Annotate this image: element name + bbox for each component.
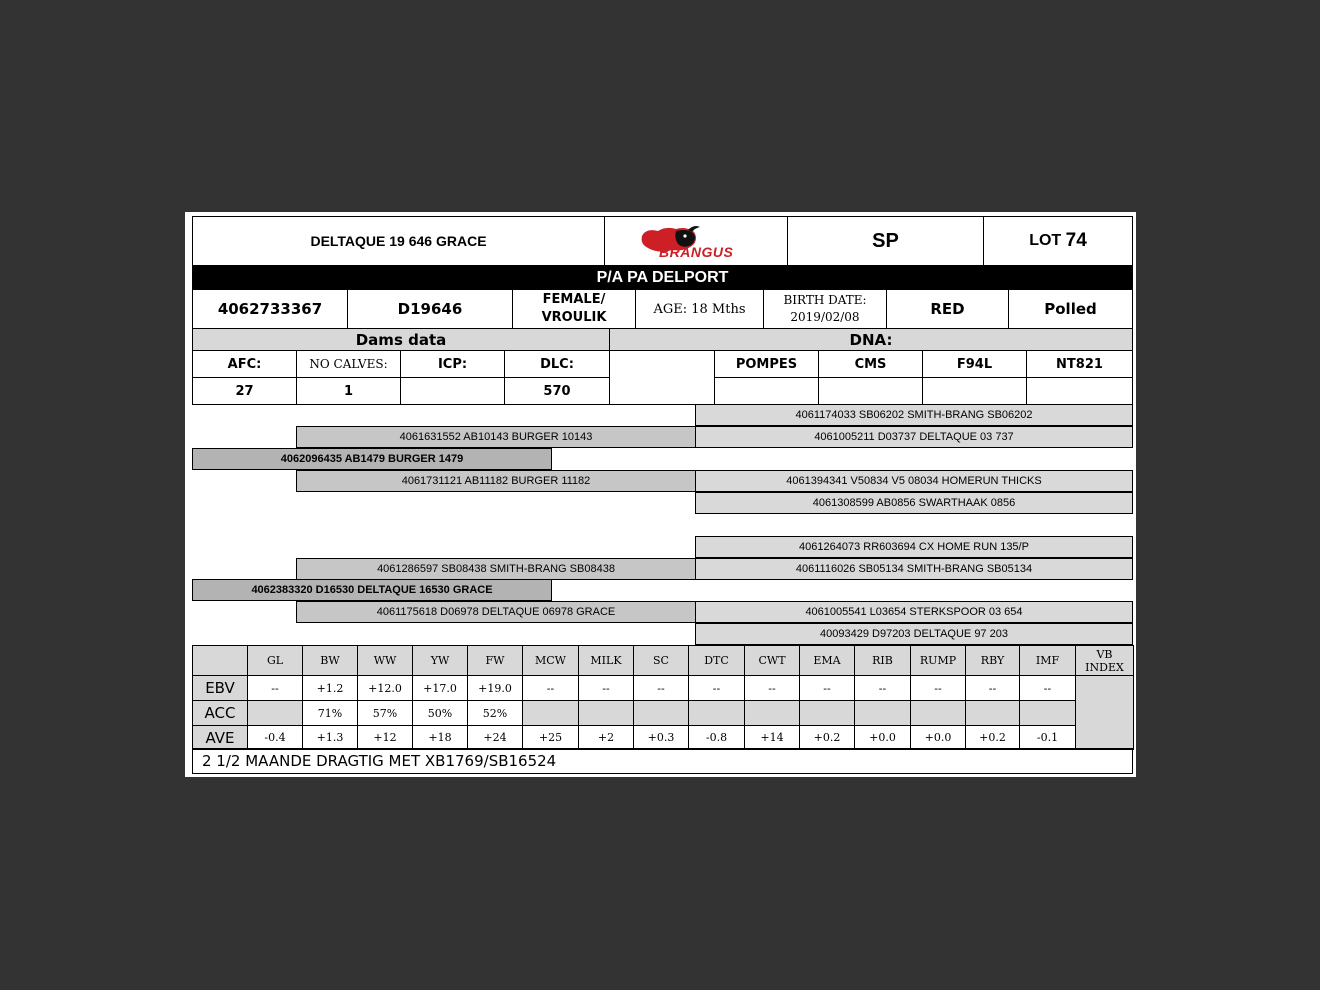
- ebv-ave-imf: -0.1: [1019, 725, 1076, 750]
- ebv-header-corner: [192, 645, 248, 676]
- sex-line2: VROULIK: [541, 310, 607, 325]
- ebv-acc-yw: 50%: [412, 700, 468, 726]
- ebv-ave-gl: -0.4: [247, 725, 303, 750]
- birth-value: 2019/02/08: [790, 310, 860, 324]
- vb-line1: VB: [1096, 647, 1113, 661]
- ebv-ave-ema: +0.2: [799, 725, 855, 750]
- animal-horn: Polled: [1008, 289, 1133, 329]
- dna-nt821-value: [1026, 377, 1133, 405]
- ebv-header-sc: SC: [633, 645, 689, 676]
- pedigree-ds: 4061286597 SB08438 SMITH-BRANG SB08438: [296, 558, 696, 580]
- ebv-ebv-cwt: --: [744, 675, 800, 701]
- ebv-header-fw: FW: [467, 645, 523, 676]
- ebv-header-yw: YW: [412, 645, 468, 676]
- icp-value: [400, 377, 505, 405]
- ebv-acc-rib: [854, 700, 911, 726]
- ebv-header-rib: RIB: [854, 645, 911, 676]
- ebv-header-milk: MILK: [578, 645, 634, 676]
- pedigree-sds: 4061394341 V50834 V5 08034 HOMERUN THICKS: [695, 470, 1133, 492]
- pedigree-dds: 4061005541 L03654 STERKSPOOR 03 654: [695, 601, 1133, 623]
- dna-blank: [609, 350, 715, 405]
- vb-index-header: [1075, 645, 1134, 676]
- pedigree-dam: 4062383320 D16530 DELTAQUE 16530 GRACE: [192, 579, 552, 601]
- ebv-header-dtc: DTC: [688, 645, 745, 676]
- dna-nt821-label: NT821: [1026, 350, 1133, 378]
- animal-sex: [512, 289, 636, 329]
- pedigree-ss: 4061631552 AB10143 BURGER 10143: [296, 426, 696, 448]
- ebv-acc-cwt: [744, 700, 800, 726]
- pedigree-ddd: 40093429 D97203 DELTAQUE 97 203: [695, 623, 1133, 645]
- ebv-header-bw: BW: [302, 645, 358, 676]
- ebv-acc-milk: [578, 700, 634, 726]
- ebv-acc-mcw: [522, 700, 579, 726]
- animal-id: 4062733367: [192, 289, 348, 329]
- afc-label: AFC:: [192, 350, 297, 378]
- ebv-header-imf: IMF: [1019, 645, 1076, 676]
- ebv-acc-fw: 52%: [467, 700, 523, 726]
- lot-number: 74: [1065, 230, 1087, 251]
- ebv-ave-fw: +24: [467, 725, 523, 750]
- ebv-acc-rump: [910, 700, 966, 726]
- ebv-ebv-mcw: --: [522, 675, 579, 701]
- ebv-header-ema: EMA: [799, 645, 855, 676]
- ebv-ebv-fw: +19.0: [467, 675, 523, 701]
- ebv-acc-gl: [247, 700, 303, 726]
- ebv-ebv-ema: --: [799, 675, 855, 701]
- pedigree-dss: 4061264073 RR603694 CX HOME RUN 135/P: [695, 536, 1133, 558]
- brangus-logo: [604, 216, 788, 266]
- ebv-ebv-bw: +1.2: [302, 675, 358, 701]
- animal-age: AGE: 18 Mths: [635, 289, 764, 329]
- pedigree-sss: 4061174033 SB06202 SMITH-BRANG SB06202: [695, 404, 1133, 426]
- ebv-ebv-sc: --: [633, 675, 689, 701]
- dna-pompes-value: [714, 377, 819, 405]
- dna-f94l-value: [922, 377, 1027, 405]
- ebv-acc-dtc: [688, 700, 745, 726]
- ebv-header-mcw: MCW: [522, 645, 579, 676]
- dna-title: DNA:: [609, 328, 1133, 351]
- ebv-ave-rump: +0.0: [910, 725, 966, 750]
- pedigree-sire: 4062096435 AB1479 BURGER 1479: [192, 448, 552, 470]
- animal-name: DELTAQUE 19 646 GRACE: [192, 216, 605, 266]
- ebv-ave-yw: +18: [412, 725, 468, 750]
- birth-date: [763, 289, 887, 329]
- ebv-acc-ema: [799, 700, 855, 726]
- ebv-ebv-yw: +17.0: [412, 675, 468, 701]
- animal-tag: D19646: [347, 289, 513, 329]
- ebv-ebv-dtc: --: [688, 675, 745, 701]
- pedigree-sdd: 4061308599 AB0856 SWARTHAAK 0856: [695, 492, 1133, 514]
- ebv-row-label-ebv: EBV: [192, 675, 248, 701]
- pedigree-dd: 4061175618 D06978 DELTAQUE 06978 GRACE: [296, 601, 696, 623]
- lot-box: [983, 216, 1133, 266]
- ebv-ave-rby: +0.2: [965, 725, 1020, 750]
- ebv-acc-imf: [1019, 700, 1076, 726]
- ebv-ave-mcw: +25: [522, 725, 579, 750]
- dna-f94l-label: F94L: [922, 350, 1027, 378]
- grade-sp: SP: [787, 216, 984, 266]
- ebv-header-ww: WW: [357, 645, 413, 676]
- pedigree-sd: 4061731121 AB11182 BURGER 11182: [296, 470, 696, 492]
- ebv-header-rby: RBY: [965, 645, 1020, 676]
- dlc-value: 570: [504, 377, 610, 405]
- vb-index-value: [1075, 675, 1134, 750]
- pedigree-dsd: 4061116026 SB05134 SMITH-BRANG SB05134: [695, 558, 1133, 580]
- ebv-ebv-rump: --: [910, 675, 966, 701]
- ebv-acc-rby: [965, 700, 1020, 726]
- ebv-ave-cwt: +14: [744, 725, 800, 750]
- ebv-ebv-ww: +12.0: [357, 675, 413, 701]
- ebv-ave-milk: +2: [578, 725, 634, 750]
- ebv-acc-sc: [633, 700, 689, 726]
- catalogue-card: [185, 212, 1136, 777]
- ebv-ave-rib: +0.0: [854, 725, 911, 750]
- ebv-ave-sc: +0.3: [633, 725, 689, 750]
- animal-color: RED: [886, 289, 1009, 329]
- lot-label: LOT: [1029, 232, 1062, 249]
- ebv-ave-dtc: -0.8: [688, 725, 745, 750]
- ebv-header-gl: GL: [247, 645, 303, 676]
- ebv-header-rump: RUMP: [910, 645, 966, 676]
- vb-line2: INDEX: [1085, 660, 1124, 674]
- dna-cms-label: CMS: [818, 350, 923, 378]
- pedigree-ssd: 4061005211 D03737 DELTAQUE 03 737: [695, 426, 1133, 448]
- dna-cms-value: [818, 377, 923, 405]
- dlc-label: DLC:: [504, 350, 610, 378]
- birth-label: BIRTH DATE:: [783, 293, 867, 307]
- ebv-header-cwt: CWT: [744, 645, 800, 676]
- ebv-acc-ww: 57%: [357, 700, 413, 726]
- dams-data-title: Dams data: [192, 328, 610, 351]
- ebv-ebv-rib: --: [854, 675, 911, 701]
- dna-pompes-label: POMPES: [714, 350, 819, 378]
- ebv-table: [192, 645, 1133, 749]
- remarks: 2 1/2 MAANDE DRAGTIG MET XB1769/SB16524: [192, 748, 1133, 774]
- ebv-row-label-ave: AVE: [192, 725, 248, 750]
- sex-line1: FEMALE/: [542, 292, 606, 307]
- ebv-ebv-gl: --: [247, 675, 303, 701]
- ebv-ebv-milk: --: [578, 675, 634, 701]
- ebv-ebv-imf: --: [1019, 675, 1076, 701]
- calves-label: NO CALVES:: [296, 350, 401, 378]
- ebv-ebv-rby: --: [965, 675, 1020, 701]
- ebv-acc-bw: 71%: [302, 700, 358, 726]
- ebv-ave-ww: +12: [357, 725, 413, 750]
- calves-value: 1: [296, 377, 401, 405]
- afc-value: 27: [192, 377, 297, 405]
- ebv-row-label-acc: ACC: [192, 700, 248, 726]
- icp-label: ICP:: [400, 350, 505, 378]
- ebv-ave-bw: +1.3: [302, 725, 358, 750]
- breeder-bar: P/A PA DELPORT: [192, 265, 1133, 290]
- logo-text: BRANGUS: [659, 244, 734, 260]
